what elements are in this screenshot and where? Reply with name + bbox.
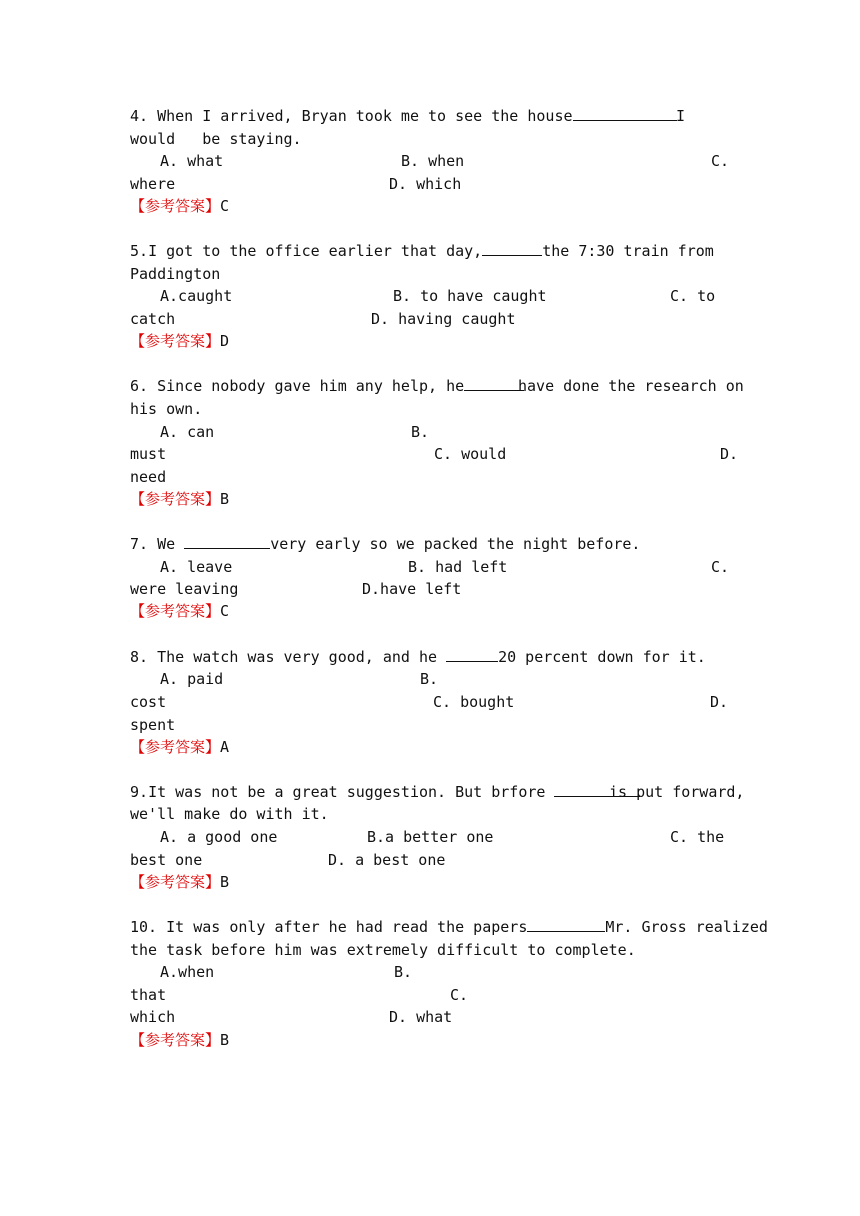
answer-blank xyxy=(184,534,270,549)
answer-value: C xyxy=(220,197,230,215)
option-a: A.when xyxy=(160,963,215,981)
option-d-label: D. xyxy=(720,445,739,463)
option-d: D. which xyxy=(389,175,462,193)
question-stem: 6. Since nobody gave him any help, he xyxy=(130,375,524,397)
option-a: A.caught xyxy=(160,287,233,305)
question-stem-line2: we'll make do with it. xyxy=(130,805,329,823)
answer-line xyxy=(130,600,229,622)
question-stem: 7. We very early so we packed the night before. xyxy=(130,535,641,553)
answer-line xyxy=(130,736,229,758)
option-a: A. leave xyxy=(160,558,233,576)
answer-line xyxy=(130,871,229,893)
question-stem: 8. The watch was very good, and he 20 percent down for it. xyxy=(130,648,706,666)
answer-label: 【参考答案】 xyxy=(130,197,221,215)
answer-line xyxy=(130,1029,229,1051)
question-stem-tail: is put forward, xyxy=(609,783,745,801)
option-c-text: catch xyxy=(130,310,176,328)
answer-label: 【参考答案】 xyxy=(130,602,221,620)
option-d-text: need xyxy=(130,468,167,486)
option-b: B. to have caught xyxy=(393,287,547,305)
answer-blank xyxy=(464,376,524,391)
option-c-label: C. xyxy=(450,986,469,1004)
question-stem: 5.I got to the office earlier that day, the 7:30 train from xyxy=(130,242,714,260)
question-stem-line2: his own. xyxy=(130,400,203,418)
option-b: B.a better one xyxy=(367,828,494,846)
option-b-label: B. xyxy=(420,670,439,688)
question-stem-line2: the task before him was extremely difficult to complete. xyxy=(130,941,636,959)
option-a: A. can xyxy=(160,423,215,441)
answer-label: 【参考答案】 xyxy=(130,1031,221,1049)
question-stem-line2: would be staying. xyxy=(130,130,302,148)
question-stem-tail: I xyxy=(676,107,686,125)
answer-label: 【参考答案】 xyxy=(130,490,221,508)
question-stem: 4. When I arrived, Bryan took me to see the house xyxy=(130,105,677,127)
option-b: B. had left xyxy=(408,558,508,576)
answer-blank xyxy=(573,106,677,121)
option-c: C. bought xyxy=(433,693,515,711)
option-b-text: must xyxy=(130,445,167,463)
answer-blank xyxy=(446,647,498,662)
answer-value: B xyxy=(220,490,230,508)
option-b-label: B. xyxy=(411,423,430,441)
option-d-label: D. xyxy=(710,693,729,711)
option-b: B. when xyxy=(401,152,465,170)
option-c-label: C. to xyxy=(670,287,716,305)
option-d: D.have left xyxy=(362,580,462,598)
answer-value: C xyxy=(220,602,230,620)
answer-label: 【参考答案】 xyxy=(130,332,221,350)
option-c-label: C. xyxy=(711,558,730,576)
option-c-text: best one xyxy=(130,851,203,869)
option-b-text: that xyxy=(130,986,167,1004)
option-d: D. what xyxy=(389,1008,453,1026)
question-stem: 9.It was not be a great suggestion. But brfore xyxy=(130,781,640,803)
question-stem: 10. It was only after he had read the papers Mr. Gross realized xyxy=(130,918,768,936)
option-d-text: spent xyxy=(130,716,176,734)
option-c-text: where xyxy=(130,175,176,193)
option-d: D. a best one xyxy=(328,851,446,869)
answer-line xyxy=(130,195,229,217)
option-c-label: C. xyxy=(711,152,730,170)
answer-label: 【参考答案】 xyxy=(130,873,221,891)
option-a: A. a good one xyxy=(160,828,278,846)
option-b-label: B. xyxy=(394,963,413,981)
answer-value: A xyxy=(220,738,230,756)
option-c-label: C. the xyxy=(670,828,725,846)
option-c: C. would xyxy=(434,445,507,463)
option-b-text: cost xyxy=(130,693,167,711)
option-a: A. what xyxy=(160,152,224,170)
answer-line xyxy=(130,488,229,510)
question-stem-tail: have done the research on xyxy=(518,377,744,395)
answer-value: B xyxy=(220,1031,230,1049)
answer-value: D xyxy=(220,332,230,350)
option-c-text: which xyxy=(130,1008,176,1026)
option-a: A. paid xyxy=(160,670,224,688)
answer-value: B xyxy=(220,873,230,891)
answer-label: 【参考答案】 xyxy=(130,738,221,756)
answer-blank xyxy=(482,241,542,256)
option-c-text: were leaving xyxy=(130,580,239,598)
question-stem-line2: Paddington xyxy=(130,265,221,283)
answer-blank xyxy=(527,917,605,932)
answer-line xyxy=(130,330,229,352)
option-d: D. having caught xyxy=(371,310,516,328)
